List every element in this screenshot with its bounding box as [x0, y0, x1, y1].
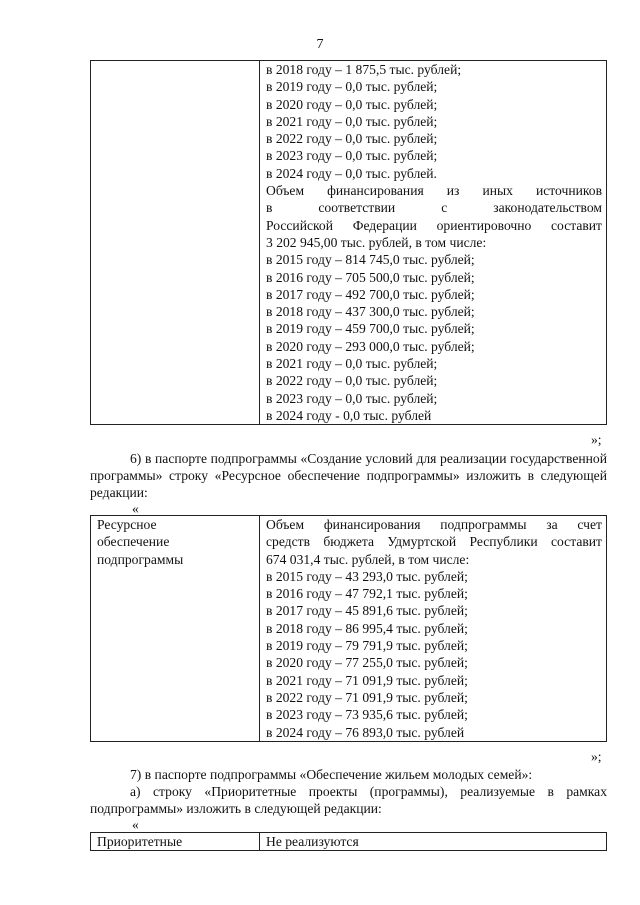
table1-line: в 2016 году – 705 500,0 тыс. рублей;: [266, 269, 475, 285]
opening-quote-2: «: [132, 817, 139, 832]
table2-left-line: Ресурсное: [97, 517, 157, 532]
table2-line: в 2019 году – 79 791,9 тыс. рублей;: [266, 638, 468, 654]
table2-line: средств бюджета Удмуртской Республики составит: [266, 534, 602, 550]
table1-line: 3 202 945,00 тыс. рублей, в том числе:: [266, 234, 487, 250]
table2-line: 674 031,4 тыс. рублей, в том числе:: [266, 551, 470, 567]
table1-line: в 2023 году – 0,0 тыс. рублей;: [266, 390, 438, 406]
table3-left-cell: [91, 833, 260, 851]
table1-line: в 2019 году – 0,0 тыс. рублей;: [266, 79, 438, 95]
table2-right-cell: [260, 516, 607, 742]
table1-line: в 2018 году – 1 875,5 тыс. рублей;: [266, 62, 462, 77]
table2-line: в 2021 году – 71 091,9 тыс. рублей;: [266, 672, 468, 688]
table1-line: Объем финансирования из иных источников: [266, 183, 602, 199]
table3-left-text: Приоритетные: [97, 834, 183, 849]
table2-left-line: обеспечение: [97, 534, 170, 550]
table3-right-cell: [260, 833, 607, 851]
table1-line: в 2022 году – 0,0 тыс. рублей;: [266, 373, 438, 389]
table2-line: в 2024 году – 76 893,0 тыс. рублей: [266, 724, 465, 740]
table1-line: в 2024 году – 0,0 тыс. рублей.: [266, 165, 437, 181]
table1-right-cell: [260, 61, 607, 425]
table3-right-text: Не реализуются: [266, 834, 359, 849]
page-number: 7: [316, 37, 324, 52]
item-6-text: 6) в паспорте подпрограммы «Создание условий для реализации государственной программы» строку «Ресурсное обеспечение подпрограммы» изложить в следующей редакции:: [90, 451, 607, 500]
table1-line: в 2019 году – 459 700,0 тыс. рублей;: [266, 321, 475, 337]
table1-line: в 2021 году – 0,0 тыс. рублей;: [266, 113, 438, 129]
item-7-text: 7) в паспорте подпрограммы «Обеспечение жильем молодых семей»:: [130, 767, 533, 782]
table2-line: в 2022 году – 71 091,9 тыс. рублей;: [266, 689, 468, 705]
table1-line: в 2018 году – 437 300,0 тыс. рублей;: [266, 304, 475, 320]
table2-line: в 2016 году – 47 792,1 тыс. рублей;: [266, 586, 468, 602]
table2-left-cell: [91, 516, 260, 742]
table1-line: Российской Федерации ориентировочно составит: [266, 217, 602, 233]
table1-line: в 2024 году - 0,0 тыс. рублей: [266, 407, 432, 423]
table2-line: в 2023 году – 73 935,6 тыс. рублей;: [266, 707, 468, 723]
closing-quote-2: »;: [591, 749, 602, 764]
table1-line: в 2021 году – 0,0 тыс. рублей;: [266, 356, 438, 372]
item-7a-text: а) строку «Приоритетные проекты (программы), реализуемые в рамках подпрограммы» изложить в следующей редакции:: [90, 784, 607, 816]
table1-line: в 2020 году – 293 000,0 тыс. рублей;: [266, 338, 475, 354]
resource-table-continuation: [90, 60, 607, 425]
table2-left-line: подпрограммы: [97, 551, 184, 567]
priority-projects-table: [90, 832, 607, 851]
table2-line: в 2015 году – 43 293,0 тыс. рублей;: [266, 568, 468, 584]
table1-line: в 2017 году – 492 700,0 тыс. рублей;: [266, 286, 475, 302]
table1-line: в 2022 году – 0,0 тыс. рублей;: [266, 131, 438, 147]
table2-line: в 2017 году – 45 891,6 тыс. рублей;: [266, 603, 468, 619]
closing-quote-1: »;: [591, 432, 602, 447]
table2-line: Объем финансирования подпрограммы за счет: [266, 517, 602, 532]
table1-line: в 2020 году – 0,0 тыс. рублей;: [266, 96, 438, 112]
table2-line: в 2018 году – 86 995,4 тыс. рублей;: [266, 620, 468, 636]
opening-quote-1: «: [132, 501, 139, 516]
resource-table-subprogram: [90, 515, 607, 742]
table2-line: в 2020 году – 77 255,0 тыс. рублей;: [266, 655, 468, 671]
table1-line: в 2023 году – 0,0 тыс. рублей;: [266, 148, 438, 164]
table1-line: в 2015 году – 814 745,0 тыс. рублей;: [266, 252, 475, 268]
table1-line: в соответствии с законодательством: [266, 200, 602, 216]
table1-left-cell: [91, 61, 260, 425]
